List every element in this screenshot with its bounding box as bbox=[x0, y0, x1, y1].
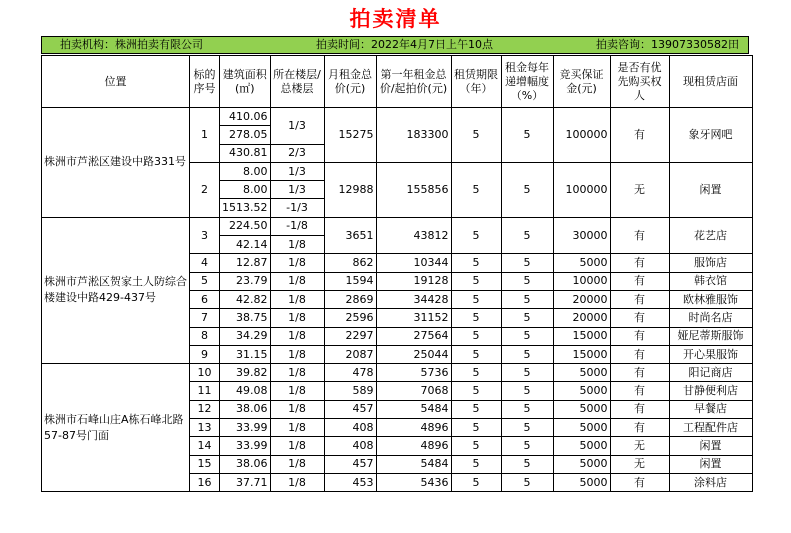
lot-number: 15 bbox=[190, 455, 220, 473]
auction-phone: 拍卖咨询：13907330582田 bbox=[596, 38, 739, 51]
floor-cell: -1/3 bbox=[270, 199, 324, 217]
priority-buyer: 有 bbox=[610, 382, 669, 400]
floor-cell: 2/3 bbox=[270, 144, 324, 162]
lot-number: 2 bbox=[190, 162, 220, 217]
deposit: 5000 bbox=[553, 254, 610, 272]
rent-increase: 5 bbox=[501, 162, 553, 217]
monthly-rent: 478 bbox=[324, 364, 376, 382]
page-title: 拍卖清单 bbox=[349, 7, 442, 31]
deposit: 5000 bbox=[553, 364, 610, 382]
header-row bbox=[42, 56, 753, 108]
first-year-rent: 4896 bbox=[376, 419, 451, 437]
lease-term: 5 bbox=[451, 364, 501, 382]
priority-buyer: 有 bbox=[610, 108, 669, 163]
lot-number: 10 bbox=[190, 364, 220, 382]
header-lot: 标的序号 bbox=[190, 56, 220, 108]
monthly-rent: 2869 bbox=[324, 290, 376, 308]
first-year-rent: 34428 bbox=[376, 290, 451, 308]
floor-cell: 1/8 bbox=[270, 272, 324, 290]
lot-number: 4 bbox=[190, 254, 220, 272]
area-cell: 39.82 bbox=[220, 364, 271, 382]
lot-number: 12 bbox=[190, 400, 220, 418]
first-year-rent: 4896 bbox=[376, 437, 451, 455]
current-tenant: 欧林雅服饰 bbox=[669, 290, 752, 308]
current-tenant: 闲置 bbox=[669, 162, 752, 217]
rent-increase: 5 bbox=[501, 217, 553, 254]
priority-buyer: 有 bbox=[610, 364, 669, 382]
priority-buyer: 有 bbox=[610, 400, 669, 418]
current-tenant: 娅尼蒂斯服饰 bbox=[669, 327, 752, 345]
floor-cell: 1/8 bbox=[270, 327, 324, 345]
priority-buyer: 有 bbox=[610, 254, 669, 272]
deposit: 15000 bbox=[553, 327, 610, 345]
area-cell: 38.75 bbox=[220, 309, 271, 327]
floor-cell: 1/8 bbox=[270, 309, 324, 327]
monthly-rent: 2087 bbox=[324, 345, 376, 363]
lease-term: 5 bbox=[451, 345, 501, 363]
header-monthly-rent: 月租金总价(元) bbox=[324, 56, 376, 108]
location-cell: 株洲市芦淞区贺家土人防综合楼建设中路429-437号 bbox=[42, 217, 190, 363]
priority-buyer: 有 bbox=[610, 272, 669, 290]
monthly-rent: 3651 bbox=[324, 217, 376, 254]
header-first-year-rent: 第一年租金总价/起拍价(元) bbox=[376, 56, 451, 108]
monthly-rent: 408 bbox=[324, 437, 376, 455]
first-year-rent: 5484 bbox=[376, 455, 451, 473]
floor-cell: 1/3 bbox=[270, 162, 324, 180]
header-floor: 所在楼层/总楼层 bbox=[270, 56, 324, 108]
first-year-rent: 19128 bbox=[376, 272, 451, 290]
first-year-rent: 10344 bbox=[376, 254, 451, 272]
table-row bbox=[42, 108, 753, 126]
floor-cell: 1/8 bbox=[270, 236, 324, 254]
current-tenant: 韩衣馆 bbox=[669, 272, 752, 290]
lot-number: 14 bbox=[190, 437, 220, 455]
monthly-rent: 408 bbox=[324, 419, 376, 437]
area-cell: 1513.52 bbox=[220, 199, 271, 217]
header-term: 租赁期限（年） bbox=[451, 56, 501, 108]
current-tenant: 甘静便利店 bbox=[669, 382, 752, 400]
area-cell: 42.82 bbox=[220, 290, 271, 308]
lease-term: 5 bbox=[451, 455, 501, 473]
lease-term: 5 bbox=[451, 254, 501, 272]
first-year-rent: 5736 bbox=[376, 364, 451, 382]
lease-term: 5 bbox=[451, 108, 501, 163]
floor-cell: -1/8 bbox=[270, 217, 324, 235]
lease-term: 5 bbox=[451, 400, 501, 418]
current-tenant: 开心果服饰 bbox=[669, 345, 752, 363]
area-cell: 8.00 bbox=[220, 162, 271, 180]
auction-table bbox=[41, 55, 753, 492]
deposit: 5000 bbox=[553, 419, 610, 437]
rent-increase: 5 bbox=[501, 345, 553, 363]
priority-buyer: 无 bbox=[610, 455, 669, 473]
area-cell: 430.81 bbox=[220, 144, 271, 162]
lot-number: 8 bbox=[190, 327, 220, 345]
deposit: 5000 bbox=[553, 437, 610, 455]
monthly-rent: 2297 bbox=[324, 327, 376, 345]
monthly-rent: 15275 bbox=[324, 108, 376, 163]
header-area: 建筑面积(㎡) bbox=[220, 56, 271, 108]
rent-increase: 5 bbox=[501, 419, 553, 437]
deposit: 30000 bbox=[553, 217, 610, 254]
header-tenant: 现租赁店面 bbox=[669, 56, 752, 108]
floor-cell: 1/8 bbox=[270, 345, 324, 363]
area-cell: 34.29 bbox=[220, 327, 271, 345]
lease-term: 5 bbox=[451, 382, 501, 400]
current-tenant: 阳记商店 bbox=[669, 364, 752, 382]
rent-increase: 5 bbox=[501, 108, 553, 163]
priority-buyer: 有 bbox=[610, 327, 669, 345]
area-cell: 23.79 bbox=[220, 272, 271, 290]
deposit: 5000 bbox=[553, 400, 610, 418]
rent-increase: 5 bbox=[501, 309, 553, 327]
location-cell: 株洲市石峰山庄A栋石峰北路57-87号门面 bbox=[42, 364, 190, 492]
location-cell: 株洲市芦淞区建设中路331号 bbox=[42, 108, 190, 218]
first-year-rent: 25044 bbox=[376, 345, 451, 363]
current-tenant: 象牙网吧 bbox=[669, 108, 752, 163]
lot-number: 16 bbox=[190, 473, 220, 491]
rent-increase: 5 bbox=[501, 327, 553, 345]
area-cell: 33.99 bbox=[220, 437, 271, 455]
auction-org: 拍卖机构：株洲拍卖有限公司 bbox=[60, 38, 203, 51]
priority-buyer: 有 bbox=[610, 419, 669, 437]
floor-cell: 1/8 bbox=[270, 364, 324, 382]
first-year-rent: 155856 bbox=[376, 162, 451, 217]
auction-info-bar bbox=[41, 36, 749, 54]
lease-term: 5 bbox=[451, 162, 501, 217]
header-increase: 租金每年递增幅度（%） bbox=[501, 56, 553, 108]
lease-term: 5 bbox=[451, 290, 501, 308]
area-cell: 42.14 bbox=[220, 236, 271, 254]
header-priority: 是否有优先购买权人 bbox=[610, 56, 669, 108]
first-year-rent: 5436 bbox=[376, 473, 451, 491]
deposit: 20000 bbox=[553, 290, 610, 308]
priority-buyer: 有 bbox=[610, 309, 669, 327]
area-cell: 38.06 bbox=[220, 400, 271, 418]
current-tenant: 工程配件店 bbox=[669, 419, 752, 437]
deposit: 100000 bbox=[553, 108, 610, 163]
table-row bbox=[42, 364, 753, 382]
area-cell: 8.00 bbox=[220, 181, 271, 199]
auction-time: 拍卖时间：2022年4月7日上午10点 bbox=[316, 38, 493, 51]
floor-cell: 1/8 bbox=[270, 455, 324, 473]
area-cell: 410.06 bbox=[220, 108, 271, 126]
area-cell: 224.50 bbox=[220, 217, 271, 235]
lease-term: 5 bbox=[451, 309, 501, 327]
current-tenant: 时尚名店 bbox=[669, 309, 752, 327]
area-cell: 278.05 bbox=[220, 126, 271, 144]
rent-increase: 5 bbox=[501, 455, 553, 473]
monthly-rent: 12988 bbox=[324, 162, 376, 217]
first-year-rent: 7068 bbox=[376, 382, 451, 400]
lot-number: 11 bbox=[190, 382, 220, 400]
lease-term: 5 bbox=[451, 272, 501, 290]
first-year-rent: 27564 bbox=[376, 327, 451, 345]
area-cell: 38.06 bbox=[220, 455, 271, 473]
lease-term: 5 bbox=[451, 327, 501, 345]
lot-number: 9 bbox=[190, 345, 220, 363]
priority-buyer: 有 bbox=[610, 473, 669, 491]
current-tenant: 闲置 bbox=[669, 437, 752, 455]
deposit: 15000 bbox=[553, 345, 610, 363]
rent-increase: 5 bbox=[501, 473, 553, 491]
current-tenant: 早餐店 bbox=[669, 400, 752, 418]
lot-number: 5 bbox=[190, 272, 220, 290]
floor-cell: 1/8 bbox=[270, 400, 324, 418]
floor-cell: 1/8 bbox=[270, 290, 324, 308]
first-year-rent: 43812 bbox=[376, 217, 451, 254]
monthly-rent: 589 bbox=[324, 382, 376, 400]
rent-increase: 5 bbox=[501, 382, 553, 400]
floor-cell: 1/8 bbox=[270, 473, 324, 491]
monthly-rent: 457 bbox=[324, 400, 376, 418]
rent-increase: 5 bbox=[501, 290, 553, 308]
floor-cell: 1/8 bbox=[270, 419, 324, 437]
table-row bbox=[42, 217, 753, 235]
area-cell: 31.15 bbox=[220, 345, 271, 363]
lot-number: 13 bbox=[190, 419, 220, 437]
floor-cell: 1/3 bbox=[270, 181, 324, 199]
header-deposit: 竞买保证金(元) bbox=[553, 56, 610, 108]
monthly-rent: 2596 bbox=[324, 309, 376, 327]
lease-term: 5 bbox=[451, 473, 501, 491]
deposit: 5000 bbox=[553, 382, 610, 400]
priority-buyer: 有 bbox=[610, 290, 669, 308]
deposit: 5000 bbox=[553, 473, 610, 491]
lot-number: 6 bbox=[190, 290, 220, 308]
floor-cell: 1/8 bbox=[270, 437, 324, 455]
area-cell: 49.08 bbox=[220, 382, 271, 400]
lot-number: 7 bbox=[190, 309, 220, 327]
deposit: 5000 bbox=[553, 455, 610, 473]
monthly-rent: 862 bbox=[324, 254, 376, 272]
lot-number: 3 bbox=[190, 217, 220, 254]
lease-term: 5 bbox=[451, 419, 501, 437]
priority-buyer: 有 bbox=[610, 217, 669, 254]
deposit: 10000 bbox=[553, 272, 610, 290]
current-tenant: 闲置 bbox=[669, 455, 752, 473]
floor-cell: 1/8 bbox=[270, 382, 324, 400]
priority-buyer: 有 bbox=[610, 345, 669, 363]
deposit: 100000 bbox=[553, 162, 610, 217]
lot-number: 1 bbox=[190, 108, 220, 163]
current-tenant: 服饰店 bbox=[669, 254, 752, 272]
rent-increase: 5 bbox=[501, 272, 553, 290]
current-tenant: 涂料店 bbox=[669, 473, 752, 491]
floor-cell: 1/8 bbox=[270, 254, 324, 272]
first-year-rent: 5484 bbox=[376, 400, 451, 418]
area-cell: 33.99 bbox=[220, 419, 271, 437]
lease-term: 5 bbox=[451, 217, 501, 254]
rent-increase: 5 bbox=[501, 400, 553, 418]
first-year-rent: 183300 bbox=[376, 108, 451, 163]
rent-increase: 5 bbox=[501, 437, 553, 455]
area-cell: 37.71 bbox=[220, 473, 271, 491]
monthly-rent: 1594 bbox=[324, 272, 376, 290]
priority-buyer: 无 bbox=[610, 437, 669, 455]
priority-buyer: 无 bbox=[610, 162, 669, 217]
rent-increase: 5 bbox=[501, 254, 553, 272]
lease-term: 5 bbox=[451, 437, 501, 455]
monthly-rent: 453 bbox=[324, 473, 376, 491]
first-year-rent: 31152 bbox=[376, 309, 451, 327]
current-tenant: 花艺店 bbox=[669, 217, 752, 254]
deposit: 20000 bbox=[553, 309, 610, 327]
monthly-rent: 457 bbox=[324, 455, 376, 473]
rent-increase: 5 bbox=[501, 364, 553, 382]
floor-cell: 1/3 bbox=[270, 108, 324, 145]
area-cell: 12.87 bbox=[220, 254, 271, 272]
header-location: 位置 bbox=[42, 56, 190, 108]
